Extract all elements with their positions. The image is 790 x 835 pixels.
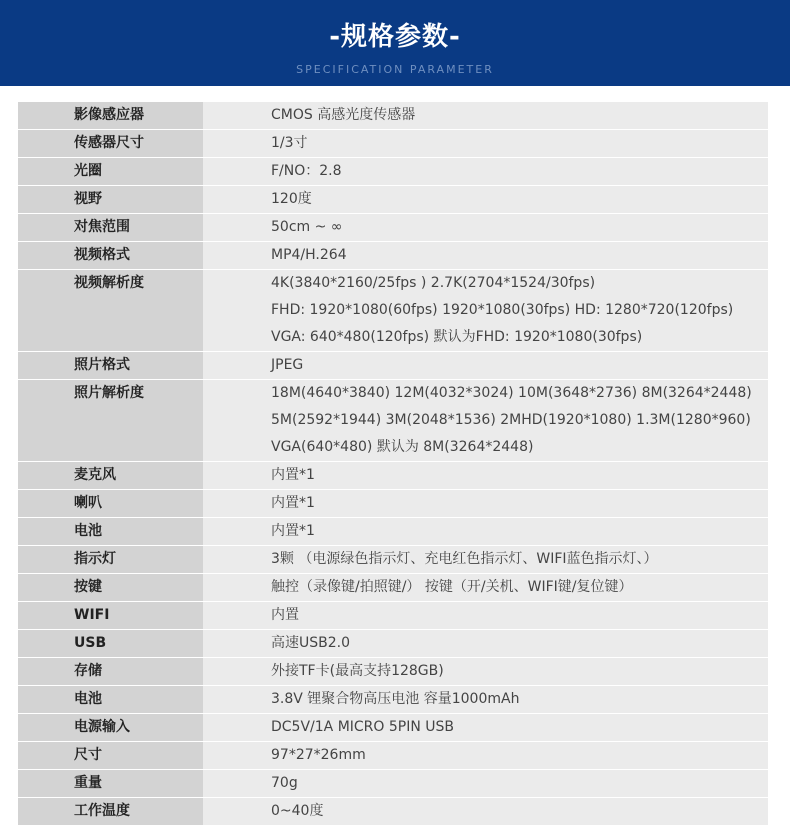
- spec-label: 按键: [18, 574, 203, 601]
- spec-row: [18, 214, 768, 242]
- spec-value-line: 外接TF卡(最高支持128GB): [271, 663, 444, 679]
- spec-row: [18, 158, 768, 186]
- spec-value-line: JPEG: [271, 357, 304, 373]
- spec-row: [18, 130, 768, 158]
- spec-value-line: CMOS 高感光度传感器: [271, 107, 416, 123]
- spec-label: 重量: [18, 770, 203, 797]
- spec-label: 视频解析度: [18, 270, 203, 351]
- spec-value-line: 内置*1: [271, 523, 315, 539]
- page-subtitle: SPECIFICATION PARAMETER: [296, 63, 494, 76]
- spec-row: [18, 380, 768, 462]
- spec-label: 照片格式: [18, 352, 203, 379]
- spec-value-line: FHD: 1920*1080(60fps) 1920*1080(30fps) HD: 1280*720(120fps): [271, 302, 734, 318]
- spec-row: [18, 102, 768, 130]
- spec-value-line: 70g: [271, 775, 298, 791]
- spec-row: [18, 518, 768, 546]
- spec-value-line: DC5V/1A MICRO 5PIN USB: [271, 719, 455, 735]
- spec-label: 影像感应器: [18, 102, 203, 129]
- spec-row: [18, 630, 768, 658]
- spec-value: [203, 102, 768, 129]
- spec-row: [18, 270, 768, 352]
- spec-row: [18, 714, 768, 742]
- spec-value: [203, 742, 768, 769]
- spec-value: [203, 186, 768, 213]
- spec-value: [203, 380, 768, 461]
- spec-value: [203, 242, 768, 269]
- spec-value-line: 内置*1: [271, 467, 315, 483]
- spec-label: 存储: [18, 658, 203, 685]
- spec-table: [18, 102, 768, 826]
- spec-label: 喇叭: [18, 490, 203, 517]
- spec-label: 工作温度: [18, 798, 203, 825]
- spec-value-line: F/NO：2.8: [271, 163, 342, 179]
- spec-label: 视野: [18, 186, 203, 213]
- spec-row: [18, 242, 768, 270]
- spec-value-line: 内置*1: [271, 495, 315, 511]
- spec-value-line: VGA(640*480) 默认为 8M(3264*2448): [271, 439, 534, 455]
- spec-row: [18, 742, 768, 770]
- spec-value-line: MP4/H.264: [271, 247, 347, 263]
- spec-label: 指示灯: [18, 546, 203, 573]
- spec-label: WIFI: [18, 602, 203, 629]
- spec-value-line: 内置: [271, 607, 299, 623]
- spec-value: [203, 518, 768, 545]
- spec-value: [203, 714, 768, 741]
- spec-row: [18, 574, 768, 602]
- spec-value: [203, 462, 768, 489]
- spec-label: USB: [18, 630, 203, 657]
- spec-value-line: VGA: 640*480(120fps) 默认为FHD: 1920*1080(30fps): [271, 329, 643, 345]
- header-banner: [0, 0, 790, 86]
- spec-label: 电源输入: [18, 714, 203, 741]
- spec-value: [203, 352, 768, 379]
- spec-value-line: 18M(4640*3840) 12M(4032*3024) 10M(3648*2736) 8M(3264*2448): [271, 385, 752, 401]
- spec-label: 照片解析度: [18, 380, 203, 461]
- spec-label: 光圈: [18, 158, 203, 185]
- spec-value: [203, 130, 768, 157]
- spec-value: [203, 798, 768, 825]
- spec-label: 麦克风: [18, 462, 203, 489]
- spec-value-line: 4K(3840*2160/25fps ) 2.7K(2704*1524/30fps): [271, 275, 596, 291]
- spec-value: [203, 602, 768, 629]
- spec-row: [18, 686, 768, 714]
- spec-value: [203, 214, 768, 241]
- spec-value-line: 触控（录像键/拍照键/） 按键（开/关机、WIFI键/复位键）: [271, 579, 633, 595]
- spec-label: 电池: [18, 518, 203, 545]
- spec-value: [203, 270, 768, 351]
- page-title: -规格参数-: [329, 22, 461, 52]
- spec-label: 视频格式: [18, 242, 203, 269]
- spec-value-line: 50cm ~ ∞: [271, 219, 343, 235]
- spec-value: [203, 158, 768, 185]
- spec-value-line: 0~40度: [271, 803, 324, 819]
- spec-row: [18, 770, 768, 798]
- spec-value-line: 3.8V 锂聚合物高压电池 容量1000mAh: [271, 691, 520, 707]
- spec-value: [203, 490, 768, 517]
- spec-value-line: 5M(2592*1944) 3M(2048*1536) 2MHD(1920*1080) 1.3M(1280*960): [271, 412, 751, 428]
- spec-row: [18, 798, 768, 826]
- spec-value: [203, 630, 768, 657]
- spec-value: [203, 574, 768, 601]
- spec-value: [203, 770, 768, 797]
- spec-value: [203, 686, 768, 713]
- spec-value-line: 高速USB2.0: [271, 635, 351, 651]
- spec-row: [18, 186, 768, 214]
- spec-value-line: 3颗 （电源绿色指示灯、充电红色指示灯、WIFI蓝色指示灯、）: [271, 551, 658, 567]
- spec-row: [18, 658, 768, 686]
- spec-value: [203, 546, 768, 573]
- spec-value: [203, 658, 768, 685]
- spec-row: [18, 462, 768, 490]
- spec-label: 尺寸: [18, 742, 203, 769]
- spec-row: [18, 490, 768, 518]
- spec-label: 对焦范围: [18, 214, 203, 241]
- spec-label: 传感器尺寸: [18, 130, 203, 157]
- spec-row: [18, 546, 768, 574]
- spec-row: [18, 352, 768, 380]
- spec-value-line: 1/3寸: [271, 135, 308, 151]
- spec-label: 电池: [18, 686, 203, 713]
- spec-row: [18, 602, 768, 630]
- spec-value-line: 97*27*26mm: [271, 747, 366, 763]
- spec-value-line: 120度: [271, 191, 312, 207]
